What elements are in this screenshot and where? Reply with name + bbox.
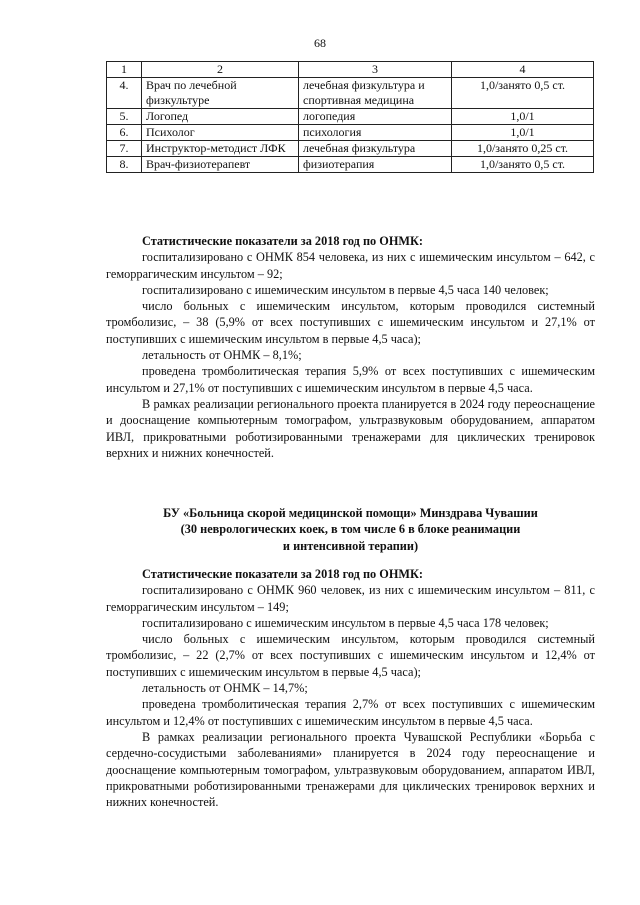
row-number: 6. <box>107 125 142 141</box>
paragraph: число больных с ишемическим инсультом, которым проводился системный тромболизис, – 38 (5,9% от всех поступивших с ишемическим инсультом и 27,1% от поступивших с ишемическим инсультом в первые 4,5 часа); <box>106 299 595 346</box>
paragraph: число больных с ишемическим инсультом, которым проводился системный тромболизис, – 22 (2,7% от всех поступивших с ишемическим инсультом и 12,4% от поступивших с ишемическим инсультом в первые 4,5 часа); <box>106 632 595 679</box>
column-header: 3 <box>299 62 452 78</box>
statistics-section-2 <box>106 566 595 810</box>
specialty-cell: лечебная физкультура <box>299 141 452 157</box>
position-cell: Инструктор-методист ЛФК <box>142 141 299 157</box>
table-row <box>107 125 594 141</box>
table-row <box>107 157 594 173</box>
position-cell: Врач по лечебной физкультуре <box>142 78 299 109</box>
paragraph: летальность от ОНМК – 14,7%; <box>142 681 308 696</box>
rate-cell: 1,0/занято 0,5 ст. <box>452 157 594 173</box>
row-number: 7. <box>107 141 142 157</box>
table-row <box>107 78 594 109</box>
specialty-cell: лечебная физкультура и спортивная медицина <box>299 78 452 109</box>
paragraph: госпитализировано с ОНМК 960 человек, из них с ишемическим инсультом – 811, с геморрагическим инсультом – 149; <box>106 583 595 614</box>
table-row <box>107 109 594 125</box>
position-cell: Психолог <box>142 125 299 141</box>
column-header: 2 <box>142 62 299 78</box>
paragraph: В рамках реализации регионального проекта планируется в 2024 году переоснащение и дооснащение компьютерным томографом, ультразвуковым оборудованием, аппаратом ИВЛ, прикроватными роботизированными тренажерами для циклических тренировок верхних и нижних конечностей. <box>106 396 595 460</box>
rate-cell: 1,0/занято 0,25 ст. <box>452 141 594 157</box>
specialty-cell: физиотерапия <box>299 157 452 173</box>
section-heading: Статистические показатели за 2018 год по ОНМК: <box>142 234 424 248</box>
table-row <box>107 141 594 157</box>
rate-cell: 1,0/1 <box>452 109 594 125</box>
row-number: 4. <box>107 78 142 109</box>
org-title-line: и интенсивной терапии) <box>282 538 419 553</box>
organization-title <box>106 505 595 554</box>
paragraph: В рамках реализации регионального проекта Чувашской Республики «Борьба с сердечно-сосудистыми заболеваниями» планируется в 2024 году переоснащение и дооснащение компьютерным томографом, ультразвуковым оборудованием, аппаратом ИВЛ, прикроватными роботизированными тренажерами для циклических тренировок верхних и нижних конечностей. <box>106 729 595 810</box>
row-number: 8. <box>107 157 142 173</box>
staffing-table <box>106 61 594 173</box>
org-title-line: (30 неврологических коек, в том числе 6 в блоке реанимации <box>180 522 521 537</box>
statistics-section-1 <box>106 233 595 461</box>
paragraph: проведена тромболитическая терапия 5,9% от всех поступивших с ишемическим инсультом и 27,1% от поступивших с ишемическим инсультом в первые 4,5 часа. <box>106 364 595 395</box>
specialty-cell: психология <box>299 125 452 141</box>
section-heading: Статистические показатели за 2018 год по ОНМК: <box>142 567 424 581</box>
column-header: 1 <box>107 62 142 78</box>
paragraph: госпитализировано с ишемическим инсультом в первые 4,5 часа 178 человек; <box>142 615 549 630</box>
paragraph: летальность от ОНМК – 8,1%; <box>142 348 302 363</box>
table-header-row <box>107 62 594 78</box>
org-title-line: БУ «Больница скорой медицинской помощи» Минздрава Чувашии <box>163 506 538 520</box>
position-cell: Логопед <box>142 109 299 125</box>
row-number: 5. <box>107 109 142 125</box>
rate-cell: 1,0/1 <box>452 125 594 141</box>
rate-cell: 1,0/занято 0,5 ст. <box>452 78 594 109</box>
column-header: 4 <box>452 62 594 78</box>
paragraph: госпитализировано с ОНМК 854 человека, из них с ишемическим инсультом – 642, с геморрагическим инсультом – 92; <box>106 250 595 281</box>
specialty-cell: логопедия <box>299 109 452 125</box>
position-cell: Врач-физиотерапевт <box>142 157 299 173</box>
paragraph: госпитализировано с ишемическим инсультом в первые 4,5 часа 140 человек; <box>142 282 549 297</box>
paragraph: проведена тромболитическая терапия 2,7% от всех поступивших с ишемическим инсультом и 12,4% от поступивших с ишемическим инсультом в первые 4,5 часа. <box>106 697 595 728</box>
page-number: 68 <box>314 36 326 50</box>
